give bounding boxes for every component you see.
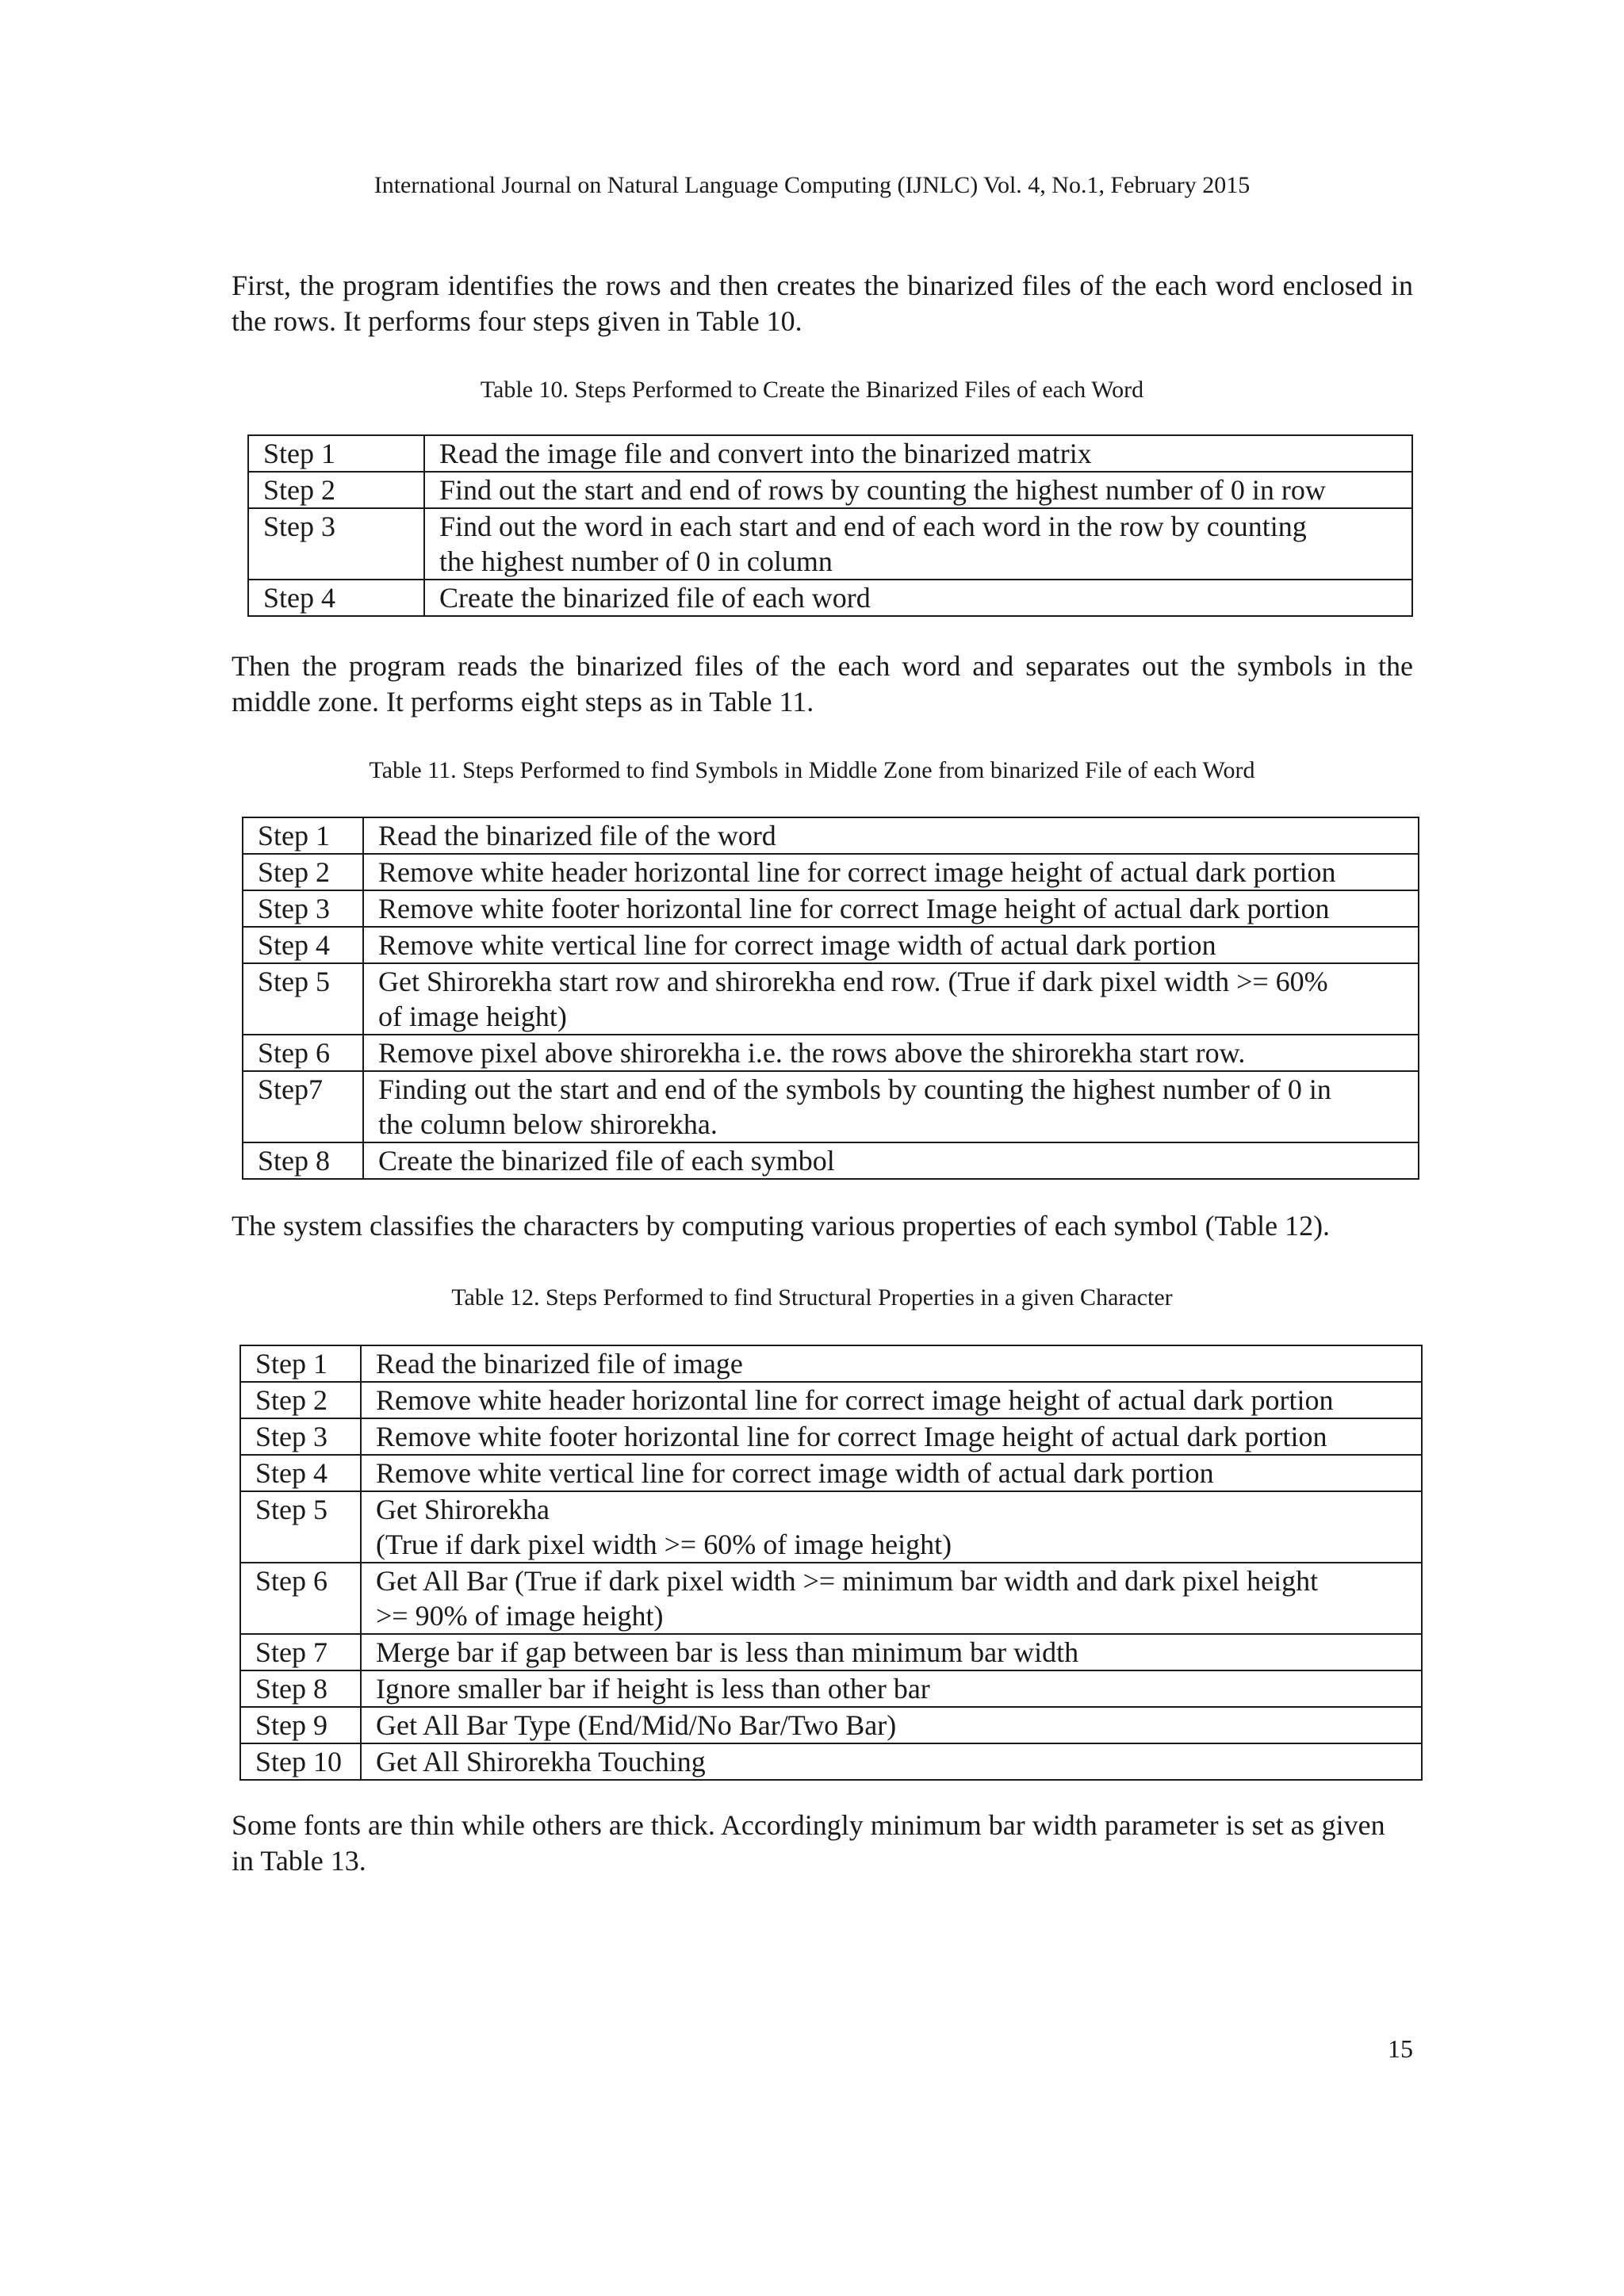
- paragraph-table-12-intro: The system classifies the characters by computing various properties of each symbol (Table 12).: [232, 1210, 1331, 1242]
- table-row: [240, 1707, 1422, 1743]
- table-row: [248, 580, 1412, 616]
- step-description-cell: Remove white vertical line for correct image width of actual dark portion: [361, 1455, 1422, 1491]
- step-label-cell: Step 1: [240, 1345, 361, 1382]
- step-label-cell: Step 2: [243, 854, 363, 890]
- table-row: [240, 1563, 1422, 1634]
- table-row: [240, 1491, 1422, 1563]
- step-label-cell: Step 7: [240, 1634, 361, 1670]
- step-description-cell: Find out the word in each start and end of each word in the row by counting the highest number of 0 in column: [424, 508, 1412, 580]
- table-row: [248, 472, 1412, 508]
- table-10-caption: Table 10. Steps Performed to Create the Binarized Files of each Word: [480, 377, 1144, 403]
- step-label-cell: Step7: [243, 1071, 363, 1142]
- step-description-cell: Read the image file and convert into the binarized matrix: [424, 435, 1412, 472]
- table-row: [243, 963, 1419, 1035]
- table-row: [240, 1670, 1422, 1707]
- step-description-cell: Remove white header horizontal line for correct image height of actual dark portion: [361, 1382, 1422, 1418]
- step-label-cell: Step 5: [240, 1491, 361, 1563]
- step-label-cell: Step 4: [243, 927, 363, 963]
- step-label-cell: Step 4: [240, 1455, 361, 1491]
- table-12: [239, 1345, 1423, 1781]
- step-label-cell: Step 6: [240, 1563, 361, 1634]
- table-row: [243, 1035, 1419, 1071]
- table-row: [243, 854, 1419, 890]
- step-description-cell: Get All Bar (True if dark pixel width >= minimum bar width and dark pixel height >= 90% of image height): [361, 1563, 1422, 1634]
- page-number: 15: [1388, 2034, 1413, 2063]
- table-row: [240, 1743, 1422, 1780]
- step-label-cell: Step 4: [248, 580, 424, 616]
- table-12-body: [240, 1345, 1422, 1780]
- step-label-cell: Step 1: [243, 817, 363, 854]
- paragraph-table-11-intro: Then the program reads the binarized files of the each word and separates out the symbols in the middle zone. It performs eight steps as in Table 11.: [232, 650, 1413, 718]
- step-label-cell: Step 6: [243, 1035, 363, 1071]
- table-row: [240, 1455, 1422, 1491]
- step-description-cell: Remove white footer horizontal line for correct Image height of actual dark portion: [361, 1418, 1422, 1455]
- table-10: [247, 434, 1413, 617]
- table-row: [243, 817, 1419, 854]
- table-11-body: [243, 817, 1419, 1179]
- table-row: [243, 1071, 1419, 1142]
- step-description-cell: Remove white footer horizontal line for correct Image height of actual dark portion: [363, 890, 1419, 927]
- step-description-cell: Get All Bar Type (End/Mid/No Bar/Two Bar): [361, 1707, 1422, 1743]
- table-row: [243, 927, 1419, 963]
- step-description-cell: Ignore smaller bar if height is less than other bar: [361, 1670, 1422, 1707]
- step-description-cell: Read the binarized file of image: [361, 1345, 1422, 1382]
- table-row: [243, 890, 1419, 927]
- table-10-body: [248, 435, 1412, 616]
- step-description-cell: Remove white header horizontal line for correct image height of actual dark portion: [363, 854, 1419, 890]
- step-description-cell: Get All Shirorekha Touching: [361, 1743, 1422, 1780]
- table-row: [240, 1345, 1422, 1382]
- step-label-cell: Step 2: [248, 472, 424, 508]
- step-description-cell: Find out the start and end of rows by counting the highest number of 0 in row: [424, 472, 1412, 508]
- table-row: [248, 435, 1412, 472]
- step-description-cell: Get Shirorekha (True if dark pixel width >= 60% of image height): [361, 1491, 1422, 1563]
- step-label-cell: Step 8: [243, 1142, 363, 1179]
- step-description-cell: Remove white vertical line for correct image width of actual dark portion: [363, 927, 1419, 963]
- step-label-cell: Step 9: [240, 1707, 361, 1743]
- table-row: [240, 1418, 1422, 1455]
- step-description-cell: Get Shirorekha start row and shirorekha end row. (True if dark pixel width >= 60% of image height): [363, 963, 1419, 1035]
- step-label-cell: Step 10: [240, 1743, 361, 1780]
- running-header: International Journal on Natural Language Computing (IJNLC) Vol. 4, No.1, February 2015: [373, 172, 1251, 198]
- step-description-cell: Remove pixel above shirorekha i.e. the rows above the shirorekha start row.: [363, 1035, 1419, 1071]
- step-label-cell: Step 3: [240, 1418, 361, 1455]
- table-11-caption: Table 11. Steps Performed to find Symbols in Middle Zone from binarized File of each Word: [369, 757, 1255, 783]
- table-11: [242, 817, 1419, 1180]
- step-label-cell: Step 1: [248, 435, 424, 472]
- table-12-caption: Table 12. Steps Performed to find Structural Properties in a given Character: [451, 1284, 1173, 1311]
- step-description-cell: Create the binarized file of each symbol: [363, 1142, 1419, 1179]
- step-label-cell: Step 8: [240, 1670, 361, 1707]
- table-row: [243, 1142, 1419, 1179]
- step-label-cell: Step 3: [248, 508, 424, 580]
- paragraph-intro: First, the program identifies the rows and then creates the binarized files of the each word enclosed in the rows. It performs four steps given in Table 10.: [232, 270, 1413, 337]
- table-row: [240, 1634, 1422, 1670]
- step-description-cell: Finding out the start and end of the symbols by counting the highest number of 0 in the column below shirorekha.: [363, 1071, 1419, 1142]
- table-row: [240, 1382, 1422, 1418]
- step-label-cell: Step 2: [240, 1382, 361, 1418]
- table-row: [248, 508, 1412, 580]
- step-label-cell: Step 3: [243, 890, 363, 927]
- step-description-cell: Create the binarized file of each word: [424, 580, 1412, 616]
- step-label-cell: Step 5: [243, 963, 363, 1035]
- step-description-cell: Read the binarized file of the word: [363, 817, 1419, 854]
- step-description-cell: Merge bar if gap between bar is less than minimum bar width: [361, 1634, 1422, 1670]
- paragraph-table-13-intro: Some fonts are thin while others are thick. Accordingly minimum bar width parameter is set as given in Table 13.: [232, 1809, 1385, 1877]
